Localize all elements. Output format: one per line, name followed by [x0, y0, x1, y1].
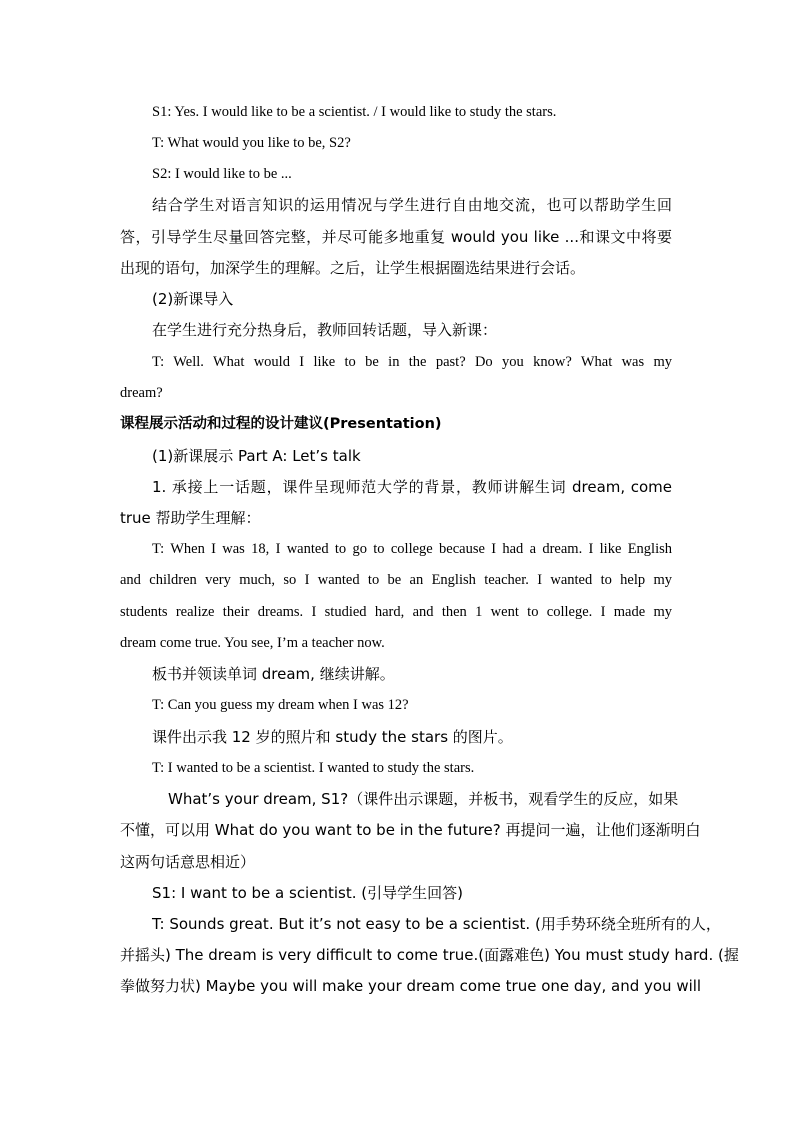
text-line-3: S2: I would like to be ... — [152, 166, 292, 182]
text-line-4: 结合学生对语言知识的运用情况与学生进行自由地交流，也可以帮助学生回 — [152, 196, 672, 214]
text-line-21: 课件出示我 12 岁的照片和 study the stars 的图片。 — [152, 728, 513, 746]
text-line-16: and children very much, so I wanted to be an English teacher. I wanted to help my — [120, 572, 672, 588]
text-line-14: true 帮助学生理解： — [120, 509, 261, 527]
text-line-13: 1. 承接上一话题，课件呈现师范大学的背景，教师讲解生词 dream, come — [152, 478, 672, 496]
text-line-26: S1: I want to be a scientist. (引导学生回答) — [152, 884, 463, 902]
text-line-1: S1: Yes. I would like to be a scientist. / I would like to study the stars. — [152, 104, 557, 120]
text-line-23: What’s your dream, S1?（课件出示课题，并板书，观看学生的反应，如果 — [168, 790, 679, 808]
text-line-25: 这两句话意思相近） — [120, 853, 256, 871]
text-line-28: 并摇头) The dream is very difficult to come true.(面露难色) You must study hard. (握 — [120, 946, 739, 964]
text-line-22: T: I wanted to be a scientist. I wanted to study the stars. — [152, 760, 475, 776]
text-line-2: T: What would you like to be, S2? — [152, 135, 351, 151]
text-line-19: 板书并领读单词 dream, 继续讲解。 — [152, 665, 395, 683]
text-line-18: dream come true. You see, I’m a teacher now. — [120, 635, 385, 651]
section-heading-presentation: 课程展示活动和过程的设计建议(Presentation) — [120, 416, 442, 432]
text-line-9: T: Well. What would I like to be in the past? Do you know? What was my — [152, 354, 672, 370]
text-line-20: T: Can you guess my dream when I was 12? — [152, 697, 409, 713]
text-line-8: 在学生进行充分热身后，教师回转话题，导入新课： — [152, 321, 498, 339]
text-line-7: (2)新课导入 — [152, 290, 234, 308]
text-line-12: (1)新课展示 Part A: Let’s talk — [152, 447, 361, 465]
text-line-17: students realize their dreams. I studied hard, and then 1 went to college. I made my — [120, 604, 672, 620]
text-line-5: 答，引导学生尽量回答完整，并尽可能多地重复 would you like ...和课文中将要 — [120, 228, 672, 246]
text-line-10: dream? — [120, 385, 163, 401]
text-line-6: 出现的语句，加深学生的理解。之后，让学生根据圈选结果进行会话。 — [120, 259, 586, 277]
text-line-24: 不懂，可以用 What do you want to be in the future? 再提问一遍，让他们逐渐明白 — [120, 821, 701, 839]
text-line-15: T: When I was 18, I wanted to go to college because I had a dream. I like English — [152, 541, 672, 557]
text-line-27: T: Sounds great. But it’s not easy to be a scientist. (用手势环绕全班所有的人， — [152, 915, 721, 933]
text-line-29: 拳做努力状) Maybe you will make your dream come true one day, and you will — [120, 977, 702, 995]
